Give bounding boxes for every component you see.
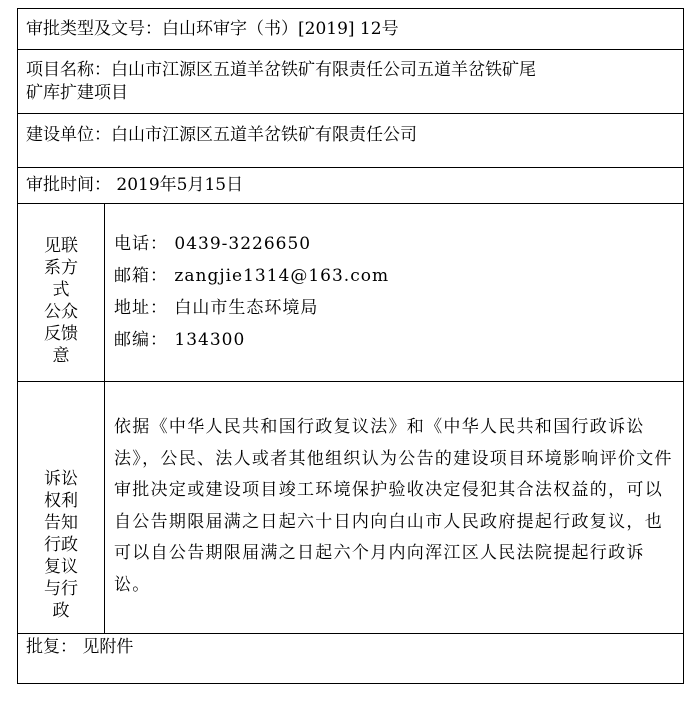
column-divider [104,203,105,381]
feedback-label: 见联 系方 式 公众 反馈 意 [44,236,78,366]
approval-time-text: 审批时间： 2019年5月15日 [26,175,244,195]
construction-unit-text: 建设单位：白山市江源区五道羊岔铁矿有限责任公司 [26,125,417,145]
column-divider [104,381,105,633]
feedback-phone: 电话： 0439-3226650 [114,234,312,254]
row-divider [18,381,683,382]
litigation-label: 诉讼 权利 告知 行政 复议 与行 政 [44,469,78,621]
approval-table [17,8,684,684]
feedback-address: 地址： 白山市生态环境局 [114,298,319,318]
feedback-postcode: 邮编： 134300 [114,330,246,350]
reply-text: 批复： 见附件 [26,637,134,657]
row-divider [18,113,683,114]
row-divider [18,633,683,634]
row-divider [18,49,683,50]
row-divider [18,167,683,168]
project-name-line1: 项目名称：白山市江源区五道羊岔铁矿有限责任公司五道羊岔铁矿尾 [26,60,536,80]
row-divider [18,203,683,204]
feedback-email: 邮箱： zangjie1314@163.com [114,266,390,286]
approval-type-text: 审批类型及文号：白山环审字（书）[2019] 12号 [26,19,399,39]
project-name-line2: 矿库扩建项目 [26,83,128,103]
litigation-text: 依据《中华人民共和国行政复议法》和《中华人民共和国行政诉讼法》，公民、法人或者其他组织认为公告的建设项目环境影响评价文件审批决定或建设项目竣工环境保护验收决定侵犯其合法权益的，可以自公告期限届满之日起六十日内向白山市人民政府提起行政复议，也可以自公告期限届满之日起六个月内向浑江区人民法院提起行政诉讼。 [114,417,673,595]
